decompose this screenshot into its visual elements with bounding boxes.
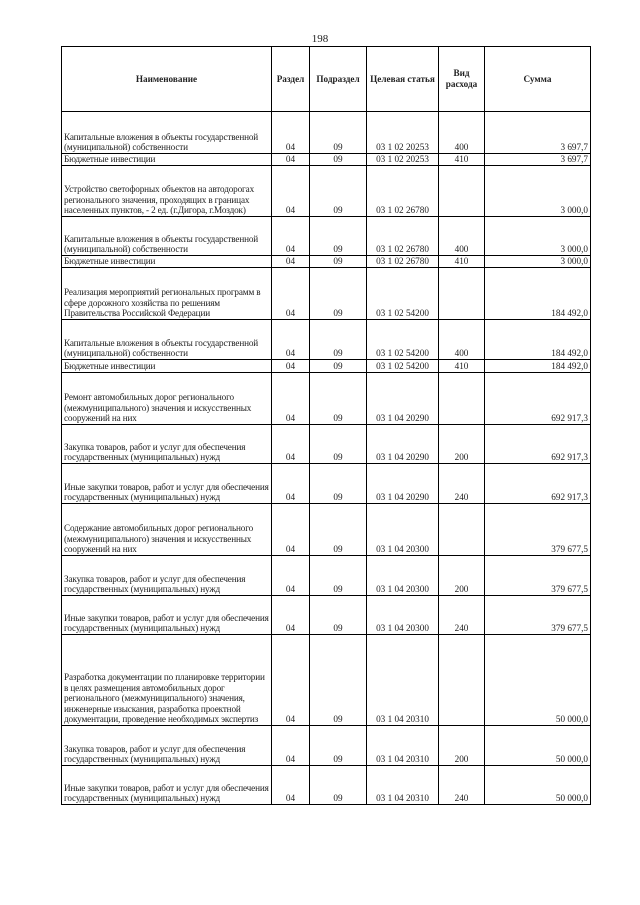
table-row <box>62 320 591 360</box>
table-row <box>62 766 591 805</box>
header-name: Наименование <box>62 47 272 112</box>
row-section: 04 <box>272 556 310 596</box>
table-row <box>62 373 591 425</box>
row-sum: 3 000,0 <box>485 166 591 217</box>
page-number: 198 <box>311 33 329 45</box>
row-target: 03 1 02 26780 <box>367 256 439 268</box>
header-section: Раздел <box>272 47 310 112</box>
row-sum: 50 000,0 <box>485 726 591 766</box>
row-subsection: 09 <box>310 320 367 360</box>
row-target: 03 1 04 20290 <box>367 425 439 464</box>
row-section: 04 <box>272 425 310 464</box>
row-target: 03 1 04 20290 <box>367 373 439 425</box>
row-section: 04 <box>272 217 310 256</box>
table-row <box>62 154 591 166</box>
row-section: 04 <box>272 766 310 805</box>
row-type: 240 <box>439 596 485 635</box>
row-type: 400 <box>439 320 485 360</box>
row-type: 200 <box>439 726 485 766</box>
row-section: 04 <box>272 373 310 425</box>
table-row <box>62 425 591 464</box>
row-target: 03 1 02 20253 <box>367 154 439 166</box>
row-target: 03 1 04 20300 <box>367 504 439 556</box>
row-type: 240 <box>439 766 485 805</box>
row-sum: 184 492,0 <box>485 360 591 373</box>
row-type: 410 <box>439 360 485 373</box>
row-sum: 692 917,3 <box>485 425 591 464</box>
table-row <box>62 268 591 320</box>
table-row <box>62 256 591 268</box>
row-section: 04 <box>272 166 310 217</box>
row-type: 410 <box>439 154 485 166</box>
row-type <box>439 373 485 425</box>
row-name: Бюджетные инвестиции <box>62 154 272 166</box>
row-section: 04 <box>272 635 310 726</box>
row-name: Закупка товаров, работ и услуг для обеспечения государственных (муниципальных) нужд <box>62 726 272 766</box>
budget-table <box>61 46 591 805</box>
row-section: 04 <box>272 256 310 268</box>
row-name: Реализация мероприятий региональных программ в сфере дорожного хозяйства по решениям Правительства Российской Федерации <box>62 268 272 320</box>
row-target: 03 1 02 54200 <box>367 320 439 360</box>
table-row <box>62 217 591 256</box>
row-type <box>439 166 485 217</box>
row-subsection: 09 <box>310 166 367 217</box>
row-target: 03 1 04 20310 <box>367 635 439 726</box>
row-section: 04 <box>272 320 310 360</box>
row-name: Закупка товаров, работ и услуг для обеспечения государственных (муниципальных) нужд <box>62 556 272 596</box>
row-subsection: 09 <box>310 112 367 154</box>
row-type: 400 <box>439 112 485 154</box>
header-sum: Сумма <box>485 47 591 112</box>
row-target: 03 1 02 54200 <box>367 268 439 320</box>
row-subsection: 09 <box>310 360 367 373</box>
row-name: Ремонт автомобильных дорог регионального (межмуниципального) значения и искусственных сооружений на них <box>62 373 272 425</box>
row-subsection: 09 <box>310 373 367 425</box>
row-sum: 692 917,3 <box>485 373 591 425</box>
row-type: 200 <box>439 425 485 464</box>
row-name: Содержание автомобильных дорог регионального (межмуниципального) значения и искусственных сооружений на них <box>62 504 272 556</box>
row-type <box>439 504 485 556</box>
row-section: 04 <box>272 112 310 154</box>
row-section: 04 <box>272 504 310 556</box>
row-subsection: 09 <box>310 504 367 556</box>
row-name: Иные закупки товаров, работ и услуг для обеспечения государственных (муниципальных) нужд <box>62 464 272 504</box>
row-type: 400 <box>439 217 485 256</box>
row-subsection: 09 <box>310 268 367 320</box>
row-section: 04 <box>272 154 310 166</box>
row-target: 03 1 04 20310 <box>367 726 439 766</box>
row-name: Иные закупки товаров, работ и услуг для обеспечения государственных (муниципальных) нужд <box>62 766 272 805</box>
row-name: Закупка товаров, работ и услуг для обеспечения государственных (муниципальных) нужд <box>62 425 272 464</box>
row-sum: 50 000,0 <box>485 635 591 726</box>
row-sum: 3 000,0 <box>485 256 591 268</box>
row-target: 03 1 02 26780 <box>367 217 439 256</box>
row-subsection: 09 <box>310 154 367 166</box>
row-sum: 3 000,0 <box>485 217 591 256</box>
table-row <box>62 360 591 373</box>
row-subsection: 09 <box>310 425 367 464</box>
row-target: 03 1 02 54200 <box>367 360 439 373</box>
row-section: 04 <box>272 726 310 766</box>
row-sum: 184 492,0 <box>485 268 591 320</box>
table-row <box>62 726 591 766</box>
row-target: 03 1 02 20253 <box>367 112 439 154</box>
row-target: 03 1 04 20300 <box>367 596 439 635</box>
row-sum: 379 677,5 <box>485 596 591 635</box>
table-row <box>62 166 591 217</box>
row-sum: 3 697,7 <box>485 154 591 166</box>
table-row <box>62 596 591 635</box>
row-section: 04 <box>272 268 310 320</box>
row-type: 240 <box>439 464 485 504</box>
row-type <box>439 268 485 320</box>
row-sum: 50 000,0 <box>485 766 591 805</box>
row-subsection: 09 <box>310 217 367 256</box>
row-type: 410 <box>439 256 485 268</box>
row-section: 04 <box>272 596 310 635</box>
row-name: Бюджетные инвестиции <box>62 360 272 373</box>
row-subsection: 09 <box>310 464 367 504</box>
table-row <box>62 464 591 504</box>
row-target: 03 1 04 20300 <box>367 556 439 596</box>
row-sum: 3 697,7 <box>485 112 591 154</box>
row-target: 03 1 04 20310 <box>367 766 439 805</box>
row-subsection: 09 <box>310 556 367 596</box>
row-target: 03 1 02 26780 <box>367 166 439 217</box>
row-name: Иные закупки товаров, работ и услуг для обеспечения государственных (муниципальных) нужд <box>62 596 272 635</box>
header-target: Целевая статья <box>367 47 439 112</box>
row-name: Капитальные вложения в объекты государственной (муниципальной) собственности <box>62 217 272 256</box>
row-sum: 379 677,5 <box>485 556 591 596</box>
row-subsection: 09 <box>310 635 367 726</box>
row-section: 04 <box>272 360 310 373</box>
row-name: Капитальные вложения в объекты государственной (муниципальной) собственности <box>62 320 272 360</box>
row-subsection: 09 <box>310 256 367 268</box>
row-name: Капитальные вложения в объекты государственной (муниципальной) собственности <box>62 112 272 154</box>
header-row <box>62 47 591 112</box>
table-row <box>62 504 591 556</box>
row-section: 04 <box>272 464 310 504</box>
row-type: 200 <box>439 556 485 596</box>
table-row <box>62 635 591 726</box>
row-subsection: 09 <box>310 596 367 635</box>
row-sum: 692 917,3 <box>485 464 591 504</box>
row-name: Разработка документации по планировке территории в целях размещения автомобильных дорог регионального (межмуниципального) значения, инженерные изыскания, разработка проектной документации, проведение необходимых экспертиз <box>62 635 272 726</box>
table-row <box>62 112 591 154</box>
row-sum: 184 492,0 <box>485 320 591 360</box>
row-subsection: 09 <box>310 766 367 805</box>
row-type <box>439 635 485 726</box>
row-sum: 379 677,5 <box>485 504 591 556</box>
row-target: 03 1 04 20290 <box>367 464 439 504</box>
header-type: Вид расхода <box>439 47 485 112</box>
row-name: Устройство светофорных объектов на автодорогах регионального значения, проходящих в границах населенных пунктов, - 2 ед. (г.Дигора, г.Моздок) <box>62 166 272 217</box>
table-row <box>62 556 591 596</box>
row-subsection: 09 <box>310 726 367 766</box>
header-subsection: Подраздел <box>310 47 367 112</box>
row-name: Бюджетные инвестиции <box>62 256 272 268</box>
